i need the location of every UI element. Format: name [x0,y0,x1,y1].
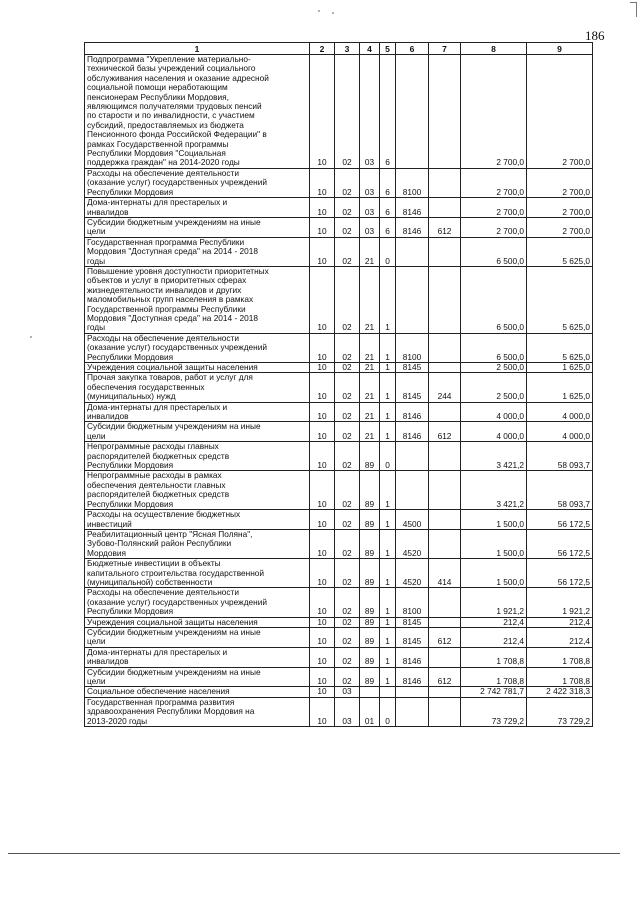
expense-type-cell: 612 [429,667,461,687]
target-code-cell: 8146 [396,422,429,442]
amount-cell: 73 729,2 [461,697,527,726]
amount-cell: 212,4 [461,627,527,647]
table-row [85,168,593,197]
expense-type-cell [429,333,461,362]
target-code-cell [396,442,429,471]
subprogram-code-cell: 6 [380,168,396,197]
amount-cell: 2 500,0 [461,363,527,373]
target-code-cell [396,237,429,266]
amount-cell: 5 625,0 [527,266,593,333]
amount-cell: 2 742 781,7 [461,687,527,697]
amount-cell: 1 625,0 [527,363,593,373]
table-row [85,471,593,510]
program-code-cell: 89 [360,559,380,588]
row-name-cell: Учреждения социальной защиты населения [85,617,310,627]
subprogram-code-cell: 1 [380,559,396,588]
program-code-cell: 21 [360,333,380,362]
amount-cell: 3 421,2 [461,471,527,510]
expense-type-cell [429,687,461,697]
subsection-code-cell: 02 [335,333,360,362]
table-row [85,510,593,530]
subprogram-code-cell: 1 [380,588,396,617]
program-code-cell: 21 [360,422,380,442]
row-name-cell: Государственная программа Республики Мордовия "Доступная среда" на 2014 - 2018 годы [85,237,310,266]
target-code-cell [396,687,429,697]
table-row [85,237,593,266]
row-name-cell: Непрограммные расходы в рамках обеспечения деятельности главных распорядителей бюджетных средств Республики Мордовия [85,471,310,510]
table-row [85,363,593,373]
amount-cell: 4 000,0 [527,422,593,442]
row-name-cell: Прочая закупка товаров, работ и услуг для обеспечения государственных (муниципальных) нужд [85,373,310,402]
amount-cell: 2 700,0 [461,198,527,218]
subprogram-code-cell: 1 [380,627,396,647]
header-cell: 3 [335,43,360,55]
program-code-cell: 03 [360,55,380,169]
expense-type-cell: 414 [429,559,461,588]
table-row [85,198,593,218]
subprogram-code-cell: 1 [380,402,396,422]
subsection-code-cell: 03 [335,687,360,697]
amount-cell: 56 172,5 [527,559,593,588]
subsection-code-cell: 02 [335,373,360,402]
amount-cell: 6 500,0 [461,237,527,266]
expense-type-cell: 612 [429,627,461,647]
subprogram-code-cell: 0 [380,697,396,726]
section-code-cell: 10 [310,647,335,667]
amount-cell: 4 000,0 [461,402,527,422]
amount-cell: 2 700,0 [461,168,527,197]
page-number: 186 [585,28,605,43]
amount-cell: 2 500,0 [461,373,527,402]
target-code-cell [396,266,429,333]
expense-type-cell [429,697,461,726]
table-row [85,627,593,647]
table-header-row [85,43,593,55]
section-code-cell: 10 [310,687,335,697]
subprogram-code-cell: 1 [380,529,396,558]
amount-cell: 1 921,2 [527,588,593,617]
section-code-cell: 10 [310,627,335,647]
amount-cell: 5 625,0 [527,333,593,362]
amount-cell: 58 093,7 [527,471,593,510]
program-code-cell: 21 [360,266,380,333]
header-cell: 8 [461,43,527,55]
amount-cell: 2 700,0 [461,217,527,237]
row-name-cell: Дома-интернаты для престарелых и инвалидов [85,647,310,667]
program-code-cell: 89 [360,588,380,617]
row-name-cell: Дома-интернаты для престарелых и инвалидов [85,402,310,422]
subsection-code-cell: 02 [335,363,360,373]
subsection-code-cell: 02 [335,266,360,333]
section-code-cell: 10 [310,559,335,588]
expense-type-cell [429,55,461,169]
subprogram-code-cell: 1 [380,373,396,402]
expense-type-cell [429,617,461,627]
scan-speck [30,336,32,338]
row-name-cell: Расходы на обеспечение деятельности (оказание услуг) государственных учреждений Республики Мордовия [85,333,310,362]
amount-cell: 6 500,0 [461,266,527,333]
program-code-cell: 03 [360,168,380,197]
target-code-cell: 8100 [396,168,429,197]
subsection-code-cell: 02 [335,667,360,687]
header-cell: 5 [380,43,396,55]
scan-speck [332,12,334,14]
amount-cell: 1 708,8 [461,647,527,667]
program-code-cell: 21 [360,363,380,373]
target-code-cell: 8146 [396,667,429,687]
amount-cell: 1 500,0 [461,510,527,530]
subsection-code-cell: 02 [335,647,360,667]
row-name-cell: Расходы на обеспечение деятельности (оказание услуг) государственных учреждений Республики Мордовия [85,588,310,617]
subprogram-code-cell: 1 [380,363,396,373]
row-name-cell: Учреждения социальной защиты населения [85,363,310,373]
table-row [85,217,593,237]
amount-cell: 2 700,0 [527,168,593,197]
subprogram-code-cell: 0 [380,237,396,266]
section-code-cell: 10 [310,373,335,402]
expense-type-cell [429,647,461,667]
subprogram-code-cell: 1 [380,471,396,510]
target-code-cell: 4520 [396,529,429,558]
subsection-code-cell: 02 [335,217,360,237]
amount-cell: 2 700,0 [527,55,593,169]
row-name-cell: Бюджетные инвестиции в объекты капитального строительства государственной (муниципальной) собственности [85,559,310,588]
amount-cell: 3 421,2 [461,442,527,471]
amount-cell: 56 172,5 [527,510,593,530]
subsection-code-cell: 02 [335,617,360,627]
subsection-code-cell: 02 [335,422,360,442]
expense-type-cell [429,266,461,333]
section-code-cell: 10 [310,217,335,237]
program-code-cell: 89 [360,627,380,647]
amount-cell: 73 729,2 [527,697,593,726]
table-row [85,667,593,687]
header-cell: 6 [396,43,429,55]
row-name-cell: Субсидии бюджетным учреждениям на иные цели [85,627,310,647]
amount-cell: 2 700,0 [461,55,527,169]
target-code-cell: 8100 [396,333,429,362]
table-row [85,588,593,617]
section-code-cell: 10 [310,55,335,169]
row-name-cell: Дома-интернаты для престарелых и инвалидов [85,198,310,218]
row-name-cell: Подпрограмма "Укрепление материально- технической базы учреждений социального обслуживания населения и оказание адресной социальной помощи неработающим пенсионерам Республики Мордовия, являющимся получателями трудовых пенсий по старости и по инвалидности, с участием субсидий, предоставляемых из бюджета Пенсионного фонда Российской Федерации" в рамках Государственной программы Республики Мордовия "Социальная поддержка граждан" на 2014-2020 годы [85,55,310,169]
program-code-cell: 89 [360,647,380,667]
row-name-cell: Расходы на обеспечение деятельности (оказание услуг) государственных учреждений Республики Мордовия [85,168,310,197]
subsection-code-cell: 02 [335,442,360,471]
expense-type-cell: 612 [429,422,461,442]
table-row [85,55,593,169]
amount-cell: 5 625,0 [527,237,593,266]
table-row [85,442,593,471]
section-code-cell: 10 [310,237,335,266]
program-code-cell: 03 [360,217,380,237]
subprogram-code-cell: 1 [380,510,396,530]
amount-cell: 58 093,7 [527,442,593,471]
expense-type-cell [429,529,461,558]
row-name-cell: Непрограммные расходы главных распорядителей бюджетных средств Республики Мордовия [85,442,310,471]
section-code-cell: 10 [310,333,335,362]
table-row [85,559,593,588]
target-code-cell: 8145 [396,363,429,373]
subprogram-code-cell: 1 [380,422,396,442]
table-row [85,617,593,627]
expense-type-cell [429,588,461,617]
section-code-cell: 10 [310,617,335,627]
target-code-cell: 8145 [396,617,429,627]
row-name-cell: Реабилитационный центр "Ясная Поляна", Зубово-Полянский район Республики Мордовия [85,529,310,558]
section-code-cell: 10 [310,667,335,687]
amount-cell: 1 625,0 [527,373,593,402]
amount-cell: 1 708,8 [527,667,593,687]
expense-type-cell [429,402,461,422]
section-code-cell: 10 [310,198,335,218]
page-bottom-rule [8,853,620,854]
section-code-cell: 10 [310,471,335,510]
budget-table [84,42,593,727]
subprogram-code-cell: 6 [380,217,396,237]
row-name-cell: Повышение уровня доступности приоритетных объектов и услуг в приоритетных сферах жизнедеятельности инвалидов и других маломобильных групп населения в рамках Государственной программы Республики Мордовия "Доступная среда" на 2014 - 2018 годы [85,266,310,333]
subprogram-code-cell: 1 [380,617,396,627]
section-code-cell: 10 [310,363,335,373]
row-name-cell: Государственная программа развития здравоохранения Республики Мордовия на 2013-2020 годы [85,697,310,726]
subsection-code-cell: 02 [335,198,360,218]
expense-type-cell [429,198,461,218]
subprogram-code-cell: 1 [380,266,396,333]
subsection-code-cell: 02 [335,510,360,530]
table-row [85,647,593,667]
program-code-cell: 21 [360,373,380,402]
target-code-cell: 8146 [396,217,429,237]
amount-cell: 56 172,5 [527,529,593,558]
table-row [85,402,593,422]
header-cell: 4 [360,43,380,55]
expense-type-cell [429,237,461,266]
amount-cell: 2 700,0 [527,217,593,237]
subsection-code-cell: 02 [335,237,360,266]
program-code-cell: 89 [360,442,380,471]
section-code-cell: 10 [310,588,335,617]
row-name-cell: Субсидии бюджетным учреждениям на иные цели [85,667,310,687]
program-code-cell: 89 [360,617,380,627]
header-cell: 2 [310,43,335,55]
amount-cell: 212,4 [461,617,527,627]
subprogram-code-cell: 6 [380,198,396,218]
subprogram-code-cell: 6 [380,55,396,169]
subsection-code-cell: 02 [335,529,360,558]
table-body [85,55,593,727]
table-row [85,333,593,362]
target-code-cell [396,55,429,169]
expense-type-cell: 612 [429,217,461,237]
program-code-cell: 03 [360,198,380,218]
program-code-cell: 01 [360,697,380,726]
target-code-cell: 8145 [396,373,429,402]
subsection-code-cell: 02 [335,168,360,197]
expense-type-cell [429,510,461,530]
amount-cell: 1 708,8 [461,667,527,687]
target-code-cell: 8100 [396,588,429,617]
expense-type-cell [429,168,461,197]
row-name-cell: Расходы на осуществление бюджетных инвестиций [85,510,310,530]
amount-cell: 1 708,8 [527,647,593,667]
subprogram-code-cell [380,687,396,697]
amount-cell: 1 500,0 [461,529,527,558]
target-code-cell: 4500 [396,510,429,530]
amount-cell: 1 500,0 [461,559,527,588]
amount-cell: 212,4 [527,627,593,647]
amount-cell: 1 921,2 [461,588,527,617]
expense-type-cell [429,471,461,510]
section-code-cell: 10 [310,442,335,471]
page-corner-mark [630,2,637,17]
expense-type-cell [429,442,461,471]
subprogram-code-cell: 1 [380,667,396,687]
program-code-cell: 89 [360,529,380,558]
row-name-cell: Субсидии бюджетным учреждениям на иные цели [85,422,310,442]
subprogram-code-cell: 0 [380,442,396,471]
subsection-code-cell: 02 [335,559,360,588]
expense-type-cell [429,363,461,373]
table-row [85,529,593,558]
row-name-cell: Субсидии бюджетным учреждениям на иные цели [85,217,310,237]
subsection-code-cell: 02 [335,471,360,510]
program-code-cell [360,687,380,697]
amount-cell: 212,4 [527,617,593,627]
target-code-cell: 4520 [396,559,429,588]
subprogram-code-cell: 1 [380,647,396,667]
section-code-cell: 10 [310,402,335,422]
section-code-cell: 10 [310,422,335,442]
subsection-code-cell: 02 [335,588,360,617]
amount-cell: 6 500,0 [461,333,527,362]
program-code-cell: 89 [360,510,380,530]
section-code-cell: 10 [310,529,335,558]
table-row [85,266,593,333]
amount-cell: 4 000,0 [461,422,527,442]
scan-speck [318,10,320,12]
table-row [85,422,593,442]
expense-type-cell: 244 [429,373,461,402]
program-code-cell: 21 [360,237,380,266]
section-code-cell: 10 [310,510,335,530]
subsection-code-cell: 02 [335,627,360,647]
header-cell: 9 [527,43,593,55]
target-code-cell: 8146 [396,647,429,667]
target-code-cell: 8146 [396,198,429,218]
subprogram-code-cell: 1 [380,333,396,362]
section-code-cell: 10 [310,697,335,726]
table-row [85,697,593,726]
header-cell: 1 [85,43,310,55]
amount-cell: 4 000,0 [527,402,593,422]
subsection-code-cell: 02 [335,402,360,422]
target-code-cell: 8145 [396,627,429,647]
target-code-cell [396,471,429,510]
program-code-cell: 89 [360,667,380,687]
row-name-cell: Социальное обеспечение населения [85,687,310,697]
section-code-cell: 10 [310,266,335,333]
target-code-cell: 8146 [396,402,429,422]
subsection-code-cell: 03 [335,697,360,726]
subsection-code-cell: 02 [335,55,360,169]
program-code-cell: 89 [360,471,380,510]
table-row [85,373,593,402]
program-code-cell: 21 [360,402,380,422]
amount-cell: 2 700,0 [527,198,593,218]
header-cell: 7 [429,43,461,55]
table-row [85,687,593,697]
amount-cell: 2 422 318,3 [527,687,593,697]
section-code-cell: 10 [310,168,335,197]
target-code-cell [396,697,429,726]
